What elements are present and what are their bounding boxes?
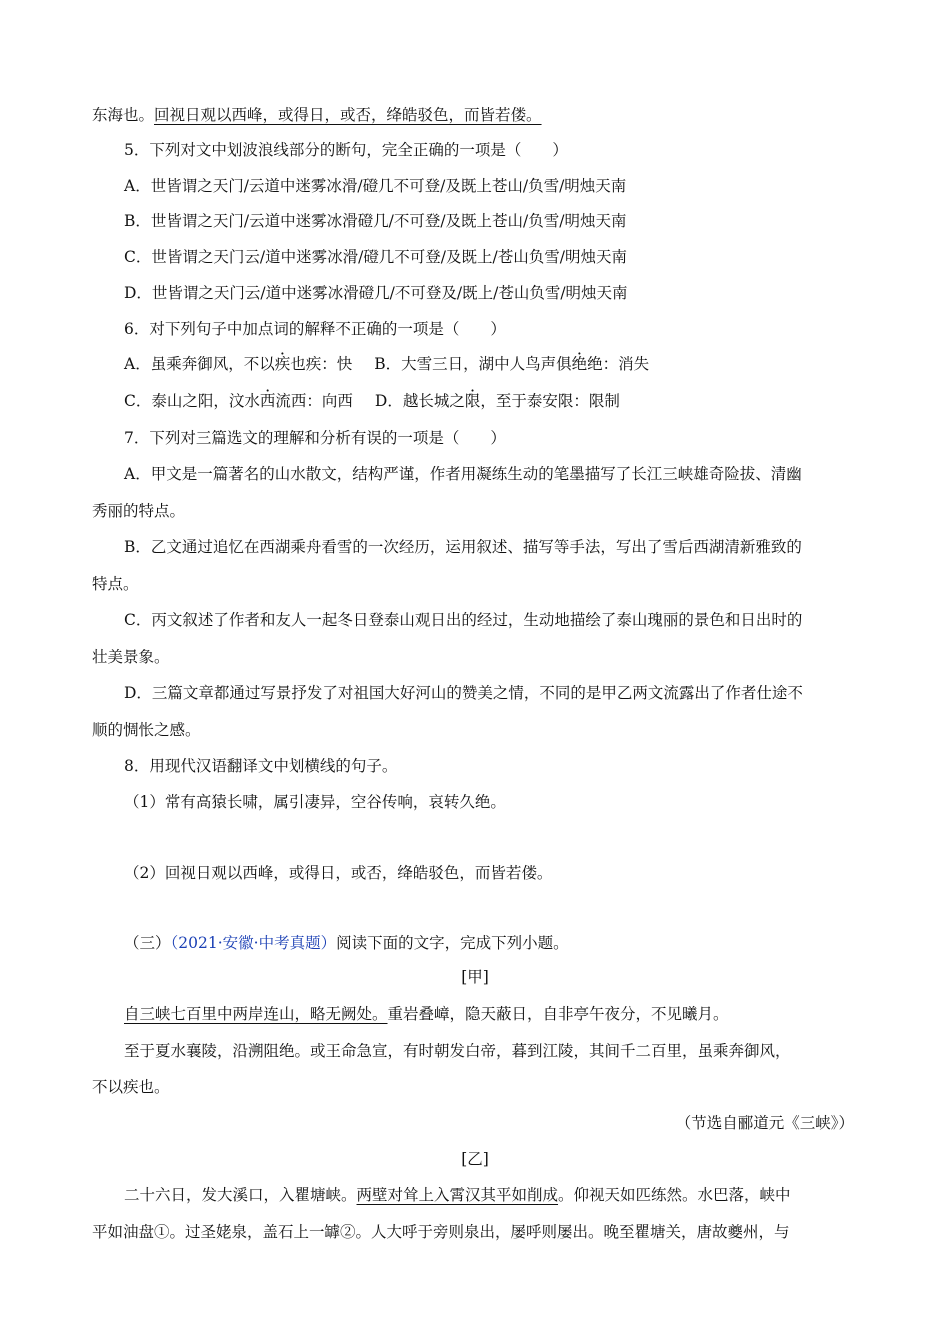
q7-option-d-line2: 顺的惆怅之感。 (92, 721, 201, 739)
continuation-line (92, 104, 542, 126)
section-3-header: （三）（2021·安徽·中考真题）阅读下面的文字，完成下列小题。 (124, 934, 569, 952)
dotted-word: 限 (464, 392, 481, 410)
underlined-sentence: 两壁对耸上入霄汉其平如削成 (356, 1186, 559, 1204)
question-5-stem: 5．下列对文中划波浪线部分的断句，完全正确的一项是（ ） (124, 141, 568, 159)
q7-option-d-line1: D．三篇文章都通过写景抒发了对祖国大好河山的赞美之情，不同的是甲乙两文流露出了作者仕途不 (124, 684, 803, 702)
question-8-stem: 8．用现代汉语翻译文中划横线的句子。 (124, 757, 398, 775)
q7-option-c-line2: 壮美景象。 (92, 648, 170, 666)
q8-sentence-2: （2）回视日观以西峰，或得日，或否，绛皓驳色，而皆若偻。 (124, 864, 553, 882)
underlined-sentence: 回视日观以西峰，或得日，或否，绛皓驳色，而皆若偻。 (154, 106, 542, 124)
q7-option-a-line1: A．甲文是一篇著名的山水散文，结构严谨，作者用凝练生动的笔墨描写了长江三峡雄奇险拔、清幽 (124, 465, 802, 483)
q7-option-c-line1: C．丙文叙述了作者和友人一起冬日登泰山观日出的经过，生动地描绘了泰山瑰丽的景色和日出时的 (124, 611, 803, 629)
passage-yi-title: [乙] (461, 1150, 489, 1168)
q7-option-b-line2: 特点。 (92, 575, 139, 593)
q7-option-b-line1: B．乙文通过追忆在西湖乘舟看雪的一次经历，运用叙述、描写等手法，写出了雪后西湖清新雅致的 (124, 538, 802, 556)
passage-jia-p2-line2: 不以疾也。 (92, 1078, 170, 1096)
q6-options-cd: C．泰山之阳，汶水西流西：向西 D．越长城之限，至于泰安限：限制 (124, 392, 620, 410)
passage-jia-p1: 自三峡七百里中两岸连山，略无阙处。重岩叠嶂，隐天蔽日，自非亭午夜分，不见曦月。 (124, 1005, 729, 1023)
passage-jia-credit: （节选自郦道元《三峡》） (675, 1114, 854, 1132)
q5-option-d: D．世皆谓之天门云/道中迷雾冰滑磴几/不可登及/既上/苍山负雪/明烛天南 (124, 284, 628, 302)
q5-option-c: C．世皆谓之天门云/道中迷雾冰滑/磴几不可登/及既上/苍山负雪/明烛天南 (124, 248, 627, 266)
question-6-stem: 6．对下列句子中加点词的解释不正确的一项是（ ） (124, 320, 506, 338)
q6-options-ab: A．虽乘奔御风，不以疾也疾：快 B．大雪三日，湖中人鸟声俱绝绝：消失 (124, 355, 650, 373)
question-7-stem: 7．下列对三篇选文的理解和分析有误的一项是（ ） (124, 429, 506, 447)
dotted-word: 绝 (571, 355, 588, 373)
passage-jia-title: [甲] (461, 968, 489, 986)
source-tag: （2021·安徽·中考真题） (170, 934, 337, 952)
q5-option-b: B．世皆谓之天门/云道中迷雾冰滑磴几/不可登/及既上苍山/负雪/明烛天南 (124, 212, 627, 230)
dotted-word: 疾 (274, 355, 291, 373)
underlined-sentence: 自三峡七百里中两岸连山，略无阙处。 (124, 1005, 388, 1023)
passage-yi-p2: 平如油盘①。过圣姥泉，盖石上一罅②。人大呼于旁则泉出，屡呼则屡出。晚至瞿塘关，唐故夔州，与 (92, 1223, 790, 1241)
passage-jia-p2-line1: 至于夏水襄陵，沿溯阻绝。或王命急宣，有时朝发白帝，暮到江陵，其间千二百里，虽乘奔御风， (124, 1042, 791, 1060)
text-segment: 东海也。 (92, 106, 155, 124)
dotted-word: 西 (259, 392, 276, 410)
q7-option-a-line2: 秀丽的特点。 (92, 502, 186, 520)
q5-option-a: A．世皆谓之天门/云道中迷雾冰滑/磴几不可登/及既上苍山/负雪/明烛天南 (124, 177, 627, 195)
passage-yi-p1: 二十六日，发大溪口，入瞿塘峡。两壁对耸上入霄汉其平如削成。仰视天如匹练然。水巴落，峡中 (124, 1186, 791, 1204)
q8-sentence-1: （1）常有高猿长啸，属引凄异，空谷传响，哀转久绝。 (124, 793, 506, 811)
